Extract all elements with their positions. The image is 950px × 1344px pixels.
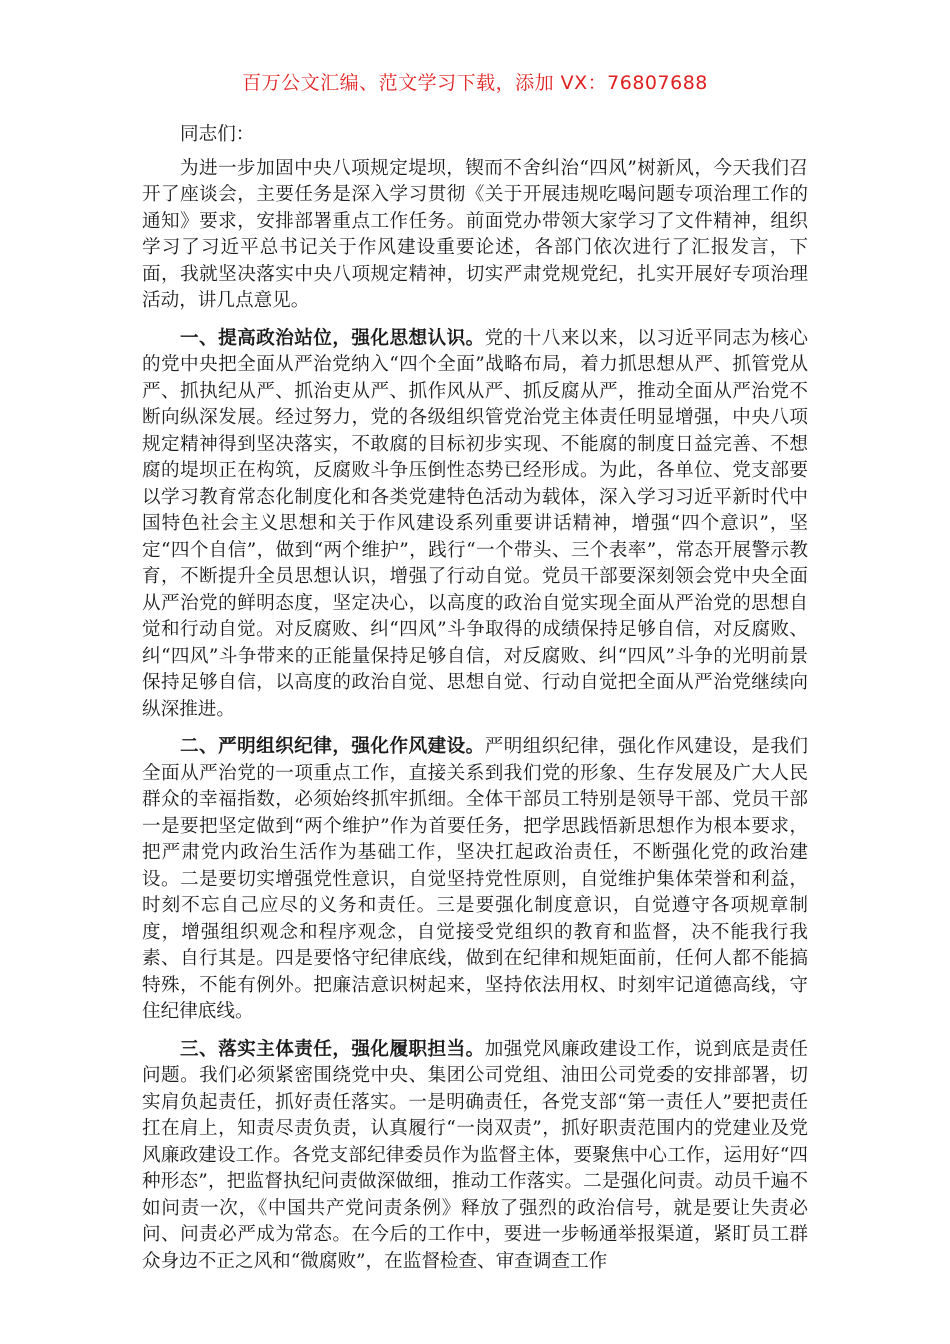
- document-body: [142, 122, 808, 1286]
- salutation: 同志们：: [180, 124, 255, 145]
- header-banner: 百万公文汇编、范文学习下载，添加 VX：76807688: [242, 72, 708, 94]
- section-paragraph: [142, 326, 808, 724]
- section-body: 党的十八来以来，以习近平同志为核心的党中央把全面从严治党纳入“四个全面”战略布局，着力抓思想从严、抓管党从严、抓执纪从严、抓治吏从严、抓作风从严、抓反腐从严，推动全面从严治党不断向纵深发展。经过努力，党的各级组织管党治党主体责任明显增强，中央八项规定精神得到坚决落实，不敢腐的目标初步实现、不能腐的制度日益完善、不想腐的堤坝正在构筑，反腐败斗争压倒性态势已经形成。为此，各单位、党支部要以学习教育常态化制度化和各类党建特色活动为载体，深入学习习近平新时代中国特色社会主义思想和关于作风建设系列重要讲话精神，增强“四个意识”，坚定“四个自信”，做到“两个维护”，践行“一个带头、三个表率”，常态开展警示教育，不断提升全员思想认识，增强了行动自觉。党员干部要深刻领会党中央全面从严治党的鲜明态度，坚定决心，以高度的政治自觉实现全面从严治党的思想自觉和行动自觉。对反腐败、纠“四风”斗争取得的成绩保持足够自信，对反腐败、纠“四风”斗争带来的正能量保持足够自信，对反腐败、纠“四风”斗争的光明前景保持足够自信，以高度的政治自觉、思想自觉、行动自觉把全面从严治党继续向纵深推进。: [142, 327, 808, 720]
- section-paragraph: [142, 1037, 808, 1276]
- section-body: 加强党风廉政建设工作，说到底是责任问题。我们必须紧密围绕党中央、集团公司党组、油田公司党委的安排部署，切实肩负起责任，抓好责任落实。一是明确责任，各党支部“第一责任人”要把责任扛在肩上，知责尽责负责，认真履行“一岗双责”，抓好职责范围内的党建业及党风廉政建设工作。各党支部纪律委员作为监督主体，要聚焦中心工作，运用好“四种形态”，把监督执纪问责做深做细，推动工作落实。二是强化问责。动员千遍不如问责一次，《中国共产党问责条例》释放了强烈的政治信号，就是要让失责必问、问责必严成为常态。在今后的工作中，要进一步畅通举报渠道，紧盯员工群众身边不正之风和“微腐败”，在监督检查、审查调查工作: [142, 1038, 808, 1272]
- intro-paragraph: 为进一步加固中央八项规定堤坝，锲而不舍纠治“四风”树新风，今天我们召开了座谈会，主要任务是深入学习贯彻《关于开展违规吃喝问题专项治理工作的通知》要求，安排部署重点工作任务。前面党办带领大家学习了文件精神，组织学习了习近平总书记关于作风建设重要论述，各部门依次进行了汇报发言，下面，我就坚决落实中央八项规定精神，切实严肃党规党纪，扎实开展好专项治理活动，讲几点意见。: [142, 157, 808, 311]
- section-heading: 三、落实主体责任，强化履职担当。: [180, 1038, 485, 1060]
- section-paragraph: [142, 734, 808, 1026]
- section-heading: 一、提高政治站位，强化思想认识。: [180, 327, 485, 349]
- section-heading: 二、严明组织纪律，强化作风建设。: [180, 736, 485, 757]
- section-body: 严明组织纪律，强化作风建设，是我们全面从严治党的一项重点工作，直接关系到我们党的形象、生存发展及广大人民群众的幸福指数，必须始终抓牢抓细。全体干部员工特别是领导干部、党员干部一是要把坚定做到“两个维护”作为首要任务，把学思践悟新思想作为根本要求，把严肃党内政治生活作为基础工作，坚决扛起政治责任，不断强化党的政治建设。二是要切实增强党性意识，自觉坚持党性原则，自觉维护集体荣誉和利益，时刻不忘自己应尽的义务和责任。三是要强化制度意识，自觉遵守各项规章制度，增强组织观念和程序观念，自觉接受党组织的教育和监督，决不能我行我素、自行其是。四是要恪守纪律底线，做到在纪律和规矩面前，任何人都不能搞特殊，不能有例外。把廉洁意识树起来，坚持依法用权、时刻牢记道德高线，守住纪律底线。: [142, 736, 808, 1022]
